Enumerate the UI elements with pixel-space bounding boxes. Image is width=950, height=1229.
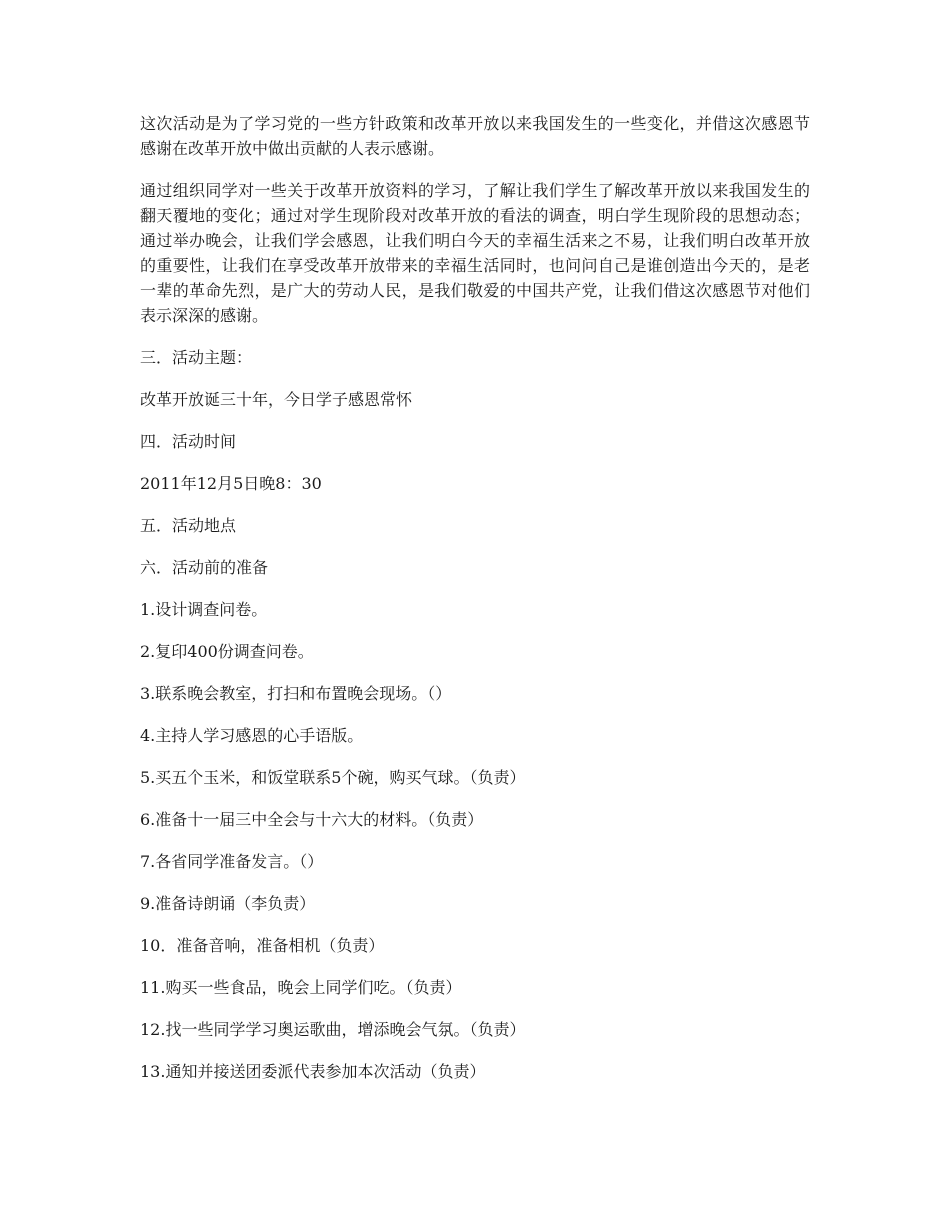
section-location-heading: 五．活动地点 [140,516,237,535]
list-item: 10．准备音响，准备相机（负责） [140,936,385,955]
theme-text: 改革开放诞三十年，今日学子感恩常怀 [140,390,413,409]
list-item: 9.准备诗朗诵（李负责） [140,894,316,913]
list-item: 12.找一些同学学习奥运歌曲，增添晚会气氛。（负责） [140,1020,526,1039]
time-text: 2011年12月5日晚8：30 [140,474,322,493]
list-item: 5.买五个玉米，和饭堂联系5个碗，购买气球。（负责） [140,768,526,787]
section-preparation-heading: 六．活动前的准备 [140,558,269,577]
list-item: 1.设计调查问卷。 [140,600,268,619]
section-theme-heading: 三．活动主题： [140,348,253,367]
intro-paragraph: 这次活动是为了学习党的一些方针政策和改革开放以来我国发生的一些变化，并借这次感恩节感谢在改革开放中做出贡献的人表示感谢。 [140,114,810,158]
document-page [140,111,810,1101]
list-item: 4.主持人学习感恩的心手语版。 [140,726,364,745]
list-item: 6.准备十一届三中全会与十六大的材料。（负责） [140,810,484,829]
purpose-paragraph: 通过组织同学对一些关于改革开放资料的学习，了解让我们学生了解改革开放以来我国发生的翻天覆地的变化；通过对学生现阶段对改革开放的看法的调查，明白学生现阶段的思想动态；通过举办晚会，让我们学会感恩，让我们明白今天的幸福生活来之不易，让我们明白改革开放的重要性，让我们在享受改革开放带来的幸福生活同时，也问问自己是谁创造出今天的，是老一辈的革命先烈，是广大的劳动人民，是我们敬爱的中国共产党，让我们借这次感恩节对他们表示深深的感谢。 [140,181,810,325]
list-item: 2.复印400份调查问卷。 [140,642,314,661]
section-time-heading: 四．活动时间 [140,432,237,451]
list-item: 7.各省同学准备发言。（） [140,852,324,871]
list-item: 13.通知并接送团委派代表参加本次活动（负责） [140,1062,486,1081]
list-item: 3.联系晚会教室，打扫和布置晚会现场。（） [140,684,452,703]
list-item: 11.购买一些食品，晚会上同学们吃。（负责） [140,978,462,997]
